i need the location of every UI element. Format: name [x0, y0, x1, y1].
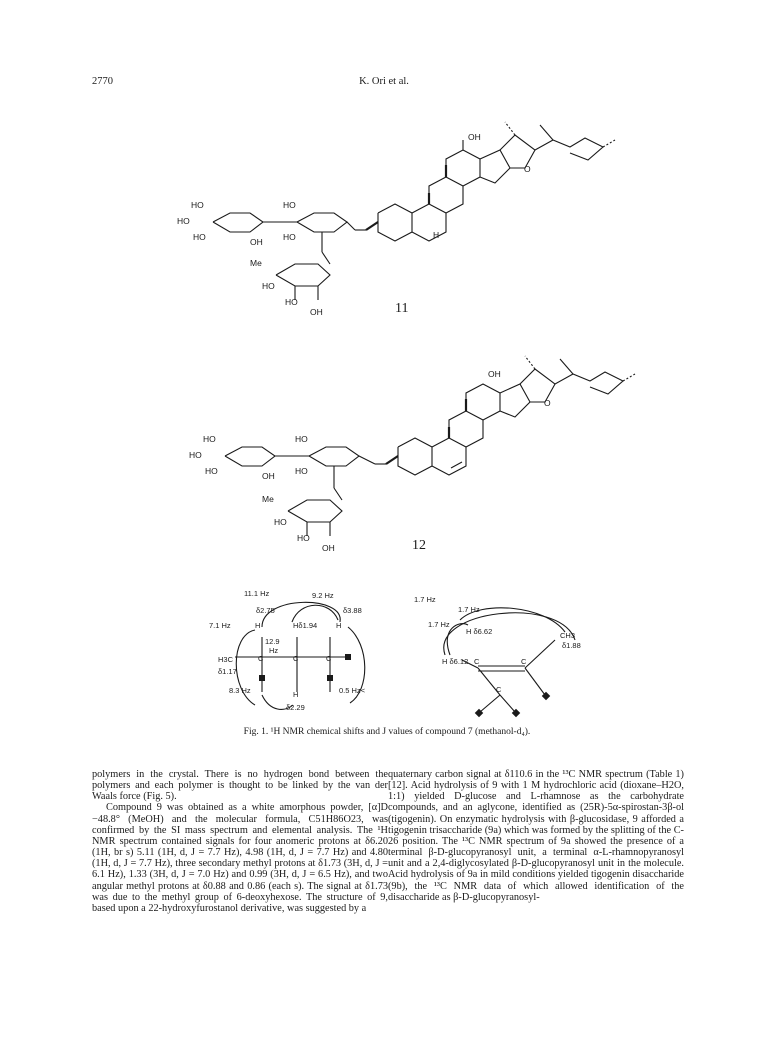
s12-ho7: HO: [297, 533, 310, 543]
nmr-l-d-2-29: δ2.29: [286, 703, 305, 712]
nmr-r-d-1-88: δ1.88: [562, 641, 581, 650]
nmr-r-c1: C: [474, 657, 480, 666]
ring-c-11: [429, 177, 463, 213]
s12-ho6: HO: [274, 517, 287, 527]
nmr-l-d-3-88: δ3.88: [343, 606, 362, 615]
ring-g-12: [555, 372, 623, 394]
nmr-l-d-2-75: δ2.75: [256, 606, 275, 615]
nmr-r-j-c: 1.7 Hz: [428, 620, 450, 629]
s12-ho1: HO: [203, 434, 216, 444]
sugar-rha-12: [288, 500, 342, 522]
nmr-l-j-9-2: 9.2 Hz: [312, 591, 334, 600]
paragraph: polymers in the crystal. There is no hydrogen bond between the polymers and each polymer is thought to be linked by the van der Waals force (Fig. 5).: [92, 769, 388, 803]
s12-ho3: HO: [205, 466, 218, 476]
nmr-l-j-0-5: 0.5 Hz<: [339, 686, 366, 695]
nmr-l-j-8-3: 8.3 Hz: [229, 686, 251, 695]
structure-12: [225, 356, 635, 536]
s11-oh2: OH: [310, 307, 323, 317]
ring-b-12: [432, 438, 466, 475]
nmr-l-c1: C: [258, 654, 264, 663]
running-head: K. Ori et al.: [359, 76, 409, 87]
nmr-l-h3c: H3C: [218, 655, 234, 664]
ring-g-11: [535, 138, 603, 160]
s12-oh-top: OH: [488, 369, 501, 379]
nmr-r-h-6-12: H δ6.12: [442, 657, 469, 666]
s11-ho1: HO: [191, 200, 204, 210]
page-number: 2770: [92, 76, 113, 87]
structure-11-number: 11: [395, 301, 409, 316]
ring-a-12: [398, 438, 432, 475]
s12-oh1: OH: [262, 471, 275, 481]
s11-me: Me: [250, 258, 262, 268]
nmr-l-hz: Hz: [269, 646, 279, 655]
s12-ho4: HO: [295, 434, 308, 444]
body-column-right: [388, 769, 684, 903]
sugar-glc-inner-12: [309, 447, 359, 466]
nmr-l-h-1-94: Hδ1.94: [293, 621, 318, 630]
s11-ho4: HO: [283, 200, 296, 210]
nmr-l-h-right: H: [336, 621, 342, 630]
s11-ho6: HO: [262, 281, 275, 291]
s11-oh-top: OH: [468, 132, 481, 142]
s11-ho3: HO: [193, 232, 206, 242]
nmr-l-j-12-9: 12.9: [265, 637, 280, 646]
nmr-r-c2: C: [521, 657, 527, 666]
figure-caption: Fig. 1. ¹H NMR chemical shifts and J values of compound 7 (methanol-d₄).: [243, 727, 531, 737]
ring-b-11: [412, 204, 446, 241]
sugar-glc-terminal-12: [225, 447, 275, 466]
nmr-r-j-b: 1.7 Hz: [458, 605, 480, 614]
ring-c-12: [449, 411, 483, 447]
paragraph: Compound 9 was obtained as a white amorphous powder, [α]D −48.8° (MeOH) and the molecular formula, C51H86O23, was confirmed by the SI mass spectrum and elemental analysis. The ¹H NMR spectrum contained signals for four anomeric protons at δ6.20 (1H, br s) 5.11 (1H, d, J = 7.7 Hz), 4.98 (1H, d, J = 7.7 Hz) and 4.80 (1H, d, J = 7.7 Hz), three secondary methyl protons at δ1.73 (3H, d, J = 6.1 Hz), 1.33 (3H, d, J = 7.0 Hz) and 0.99 (3H, d, J = 6.5 Hz), and two angular methyl protons at δ0.88 and 0.86 (each s). The signal at δ1.73 was due to the methyl group of 6-deoxyhexose. The structure of 9, based upon a 22-hydroxyfurostanol derivative, was suggested by a: [92, 802, 388, 914]
coupling-arc-c: [447, 624, 468, 655]
nmr-r-c3: C: [496, 685, 502, 694]
sugar-glc-terminal-11: [213, 213, 263, 232]
sugar-rha-11: [276, 264, 330, 286]
body-column-left: [92, 769, 388, 914]
nmr-l-j-7-1: 7.1 Hz: [209, 621, 231, 630]
s11-o: O: [524, 164, 531, 174]
sugar-glc-inner-11: [297, 213, 347, 232]
ring-e-12: [500, 384, 530, 417]
nmr-r-ch3: CH3: [560, 631, 576, 640]
nmr-l-c3: C: [326, 654, 332, 663]
nmr-r-j-a: 1.7 Hz: [414, 595, 436, 604]
s11-ho7: HO: [285, 297, 298, 307]
ring-d-11: [446, 150, 480, 186]
s11-h: H: [433, 230, 440, 240]
s11-ho5: HO: [283, 232, 296, 242]
s12-ho5: HO: [295, 466, 308, 476]
nmr-l-h-left: H: [255, 621, 261, 630]
ring-e-11: [480, 150, 510, 183]
s12-oh2: OH: [322, 543, 335, 553]
nmr-l-d-1-17: δ1.17: [218, 667, 237, 676]
structure-12-number: 12: [412, 538, 426, 553]
structure-11: [213, 122, 615, 300]
paragraph: quaternary carbon signal at δ110.6 in the ¹³C NMR spectrum (Table 1) [12]. Acid hydrolysis of 9 with 1 M hydrochloric acid (dioxane–H2O, 1:1) yielded D-glucose and L-rhamnose as the carbohydrate compounds, and an aglycone, identified as (25R)-5α-spirostan-3β-ol (tigogenin). On enzymatic hydrolysis with β-glucosidase, 9 afforded a tigogenin trisaccharide (9a) which was formed by the splitting of the C-26 position. The ¹³C NMR spectrum of 9a showed the presence of a terminal β-D-glucopyranosyl unit, a terminal α-L-rhamnopyranosyl unit and a 2,4-diglycosylated β-D-glucopyranosyl unit in the molecule. Acid hydrolysis of 9a in mild conditions yielded tigogenin disaccharide (9b), the ¹³C NMR data of which allowed identification of the disaccharide as β-D-glucopyranosyl-: [388, 769, 684, 903]
s12-me: Me: [262, 494, 274, 504]
nmr-l-c2: C: [293, 654, 299, 663]
nmr-l-h-bottom: H: [293, 690, 299, 699]
s11-oh1: OH: [250, 237, 263, 247]
coupling-arc-a: [444, 613, 575, 655]
s12-o: O: [544, 398, 551, 408]
nmr-r-h-6-62: H δ6.62: [466, 627, 493, 636]
nmr-l-j-11-1: 11.1 Hz: [244, 589, 270, 598]
ring-a-11: [378, 204, 412, 241]
s12-ho2: HO: [189, 450, 202, 460]
ring-d-12: [466, 384, 500, 420]
s11-ho2: HO: [177, 216, 190, 226]
